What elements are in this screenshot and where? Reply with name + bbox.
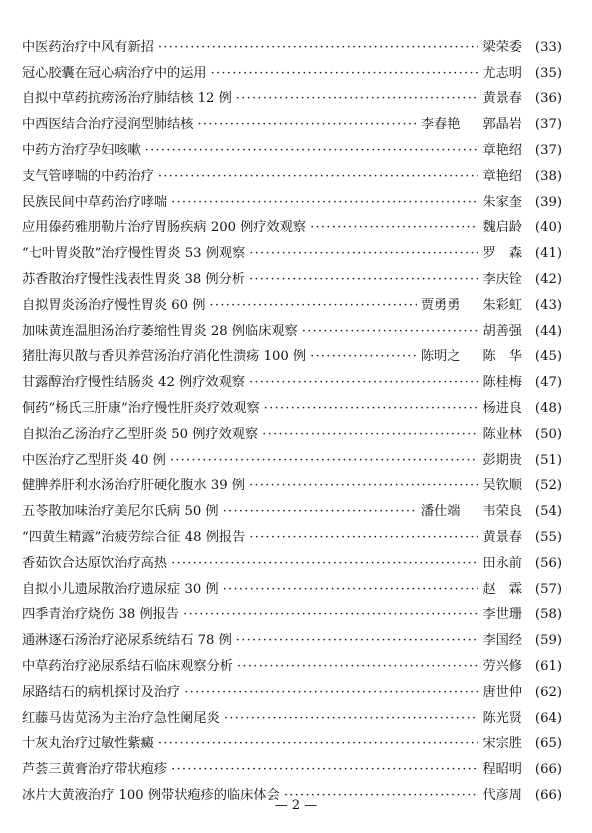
entry-title: 十灰丸治疗过敏性紫癜 <box>22 736 154 752</box>
dot-leader <box>262 427 478 443</box>
toc-entry <box>22 675 562 701</box>
entry-author: 罗 森 <box>482 246 522 262</box>
entry-title: 甘露醇治疗慢性结肠炎 42 例疗效观察 <box>22 375 245 391</box>
entry-author: 魏启龄 <box>482 220 522 236</box>
dot-leader <box>249 246 478 262</box>
entry-page: (40) <box>534 220 562 236</box>
entry-author: 章艳绍 <box>482 168 522 184</box>
entry-page: (65) <box>534 736 562 752</box>
entry-page: (48) <box>534 400 562 416</box>
entry-author: 朱彩虹 <box>482 297 522 313</box>
entry-coauthor: 贾勇勇 <box>420 297 461 313</box>
entry-author: 彭期贵 <box>482 452 522 468</box>
toc-entry <box>22 262 562 288</box>
dot-leader <box>171 556 478 572</box>
entry-page: (33) <box>534 39 562 55</box>
dot-leader <box>170 453 479 469</box>
entry-author: 陈 华 <box>482 349 522 365</box>
entry-title: 猪肚海贝散与香贝养营汤治疗消化性溃疡 100 例 <box>22 349 307 365</box>
entry-title: 支气管哮喘的中药治疗 <box>22 168 154 184</box>
toc-entry <box>22 417 562 443</box>
toc-entry <box>22 314 562 340</box>
toc-entry <box>22 469 562 495</box>
entry-page: (50) <box>534 426 562 442</box>
toc-entry <box>22 598 562 624</box>
entry-author: 代彦周 <box>482 787 522 803</box>
entry-page: (37) <box>534 142 562 158</box>
dot-leader <box>223 582 479 598</box>
entry-author: 胡善强 <box>482 323 522 339</box>
dot-leader <box>158 169 479 185</box>
toc-entry <box>22 288 562 314</box>
dot-leader <box>249 530 478 546</box>
dot-leader <box>209 298 416 314</box>
entry-page: (39) <box>534 194 562 210</box>
toc-entry <box>22 546 562 572</box>
entry-page: (41) <box>534 246 562 262</box>
entry-page: (47) <box>534 375 562 391</box>
entry-page: (54) <box>534 504 562 520</box>
toc-entry <box>22 623 562 649</box>
entry-author: 程昭明 <box>482 762 522 778</box>
entry-title: 自拟治乙汤治疗乙型肝炎 50 例疗效观察 <box>22 426 259 442</box>
dot-leader <box>302 324 479 340</box>
toc-entry <box>22 56 562 82</box>
entry-title: 芦荟三黄膏治疗带状疱疹 <box>22 762 168 778</box>
entry-author: 李国经 <box>482 633 522 649</box>
entry-author: 田永前 <box>482 555 522 571</box>
entry-title: 侗药“杨氏三肝康”治疗慢性肝炎疗效观察 <box>22 400 260 416</box>
dot-leader <box>171 762 478 778</box>
entry-author: 章艳绍 <box>482 142 522 158</box>
entry-author: 朱家奎 <box>482 194 522 210</box>
dot-leader <box>158 40 479 56</box>
dot-leader <box>171 195 478 211</box>
entry-author: 李世珊 <box>482 607 522 623</box>
dot-leader <box>158 736 479 752</box>
entry-page: (66) <box>534 762 562 778</box>
entry-author: 李庆铨 <box>482 271 522 287</box>
entry-title: 冰片大黄液治疗 100 例带状疱疹的临床体会 <box>22 787 280 803</box>
entry-title: “七叶胃炎散”治疗慢性胃炎 53 例观察 <box>22 246 246 262</box>
dot-leader <box>184 685 478 701</box>
toc-entry <box>22 236 562 262</box>
toc-entry <box>22 443 562 469</box>
toc-entry <box>22 520 562 546</box>
entry-title: 中医药治疗中风有新招 <box>22 39 154 55</box>
toc-entry <box>22 159 562 185</box>
dot-leader <box>236 633 479 649</box>
entry-coauthor: 潘仕端 <box>420 504 461 520</box>
toc-entry <box>22 82 562 108</box>
dot-leader <box>211 66 479 82</box>
toc-entry <box>22 340 562 366</box>
table-of-contents <box>22 30 562 804</box>
entry-title: 应用傣药雅朋勒片治疗胃肠疾病 200 例疗效观察 <box>22 220 307 236</box>
dot-leader <box>249 272 478 288</box>
entry-page: (66) <box>534 787 562 803</box>
entry-title: 尿路结石的病机探讨及治疗 <box>22 684 181 700</box>
entry-author: 陈光贤 <box>482 710 522 726</box>
dot-leader <box>224 711 479 727</box>
dot-leader <box>197 117 416 133</box>
entry-title: 自拟小儿遗尿散治疗遗尿症 30 例 <box>22 581 219 597</box>
toc-entry <box>22 649 562 675</box>
entry-title: 中西医结合治疗浸润型肺结核 <box>22 117 194 133</box>
entry-title: 苏香散治疗慢性浅表性胃炎 38 例分析 <box>22 271 245 287</box>
entry-author: 劳兴修 <box>482 658 522 674</box>
entry-author: 宋宗胜 <box>482 736 522 752</box>
entry-page: (58) <box>534 607 562 623</box>
dot-leader <box>310 220 478 236</box>
entry-author: 赵 霖 <box>482 581 522 597</box>
toc-entry <box>22 752 562 778</box>
toc-entry <box>22 211 562 237</box>
dot-leader <box>249 375 478 391</box>
toc-entry <box>22 30 562 56</box>
entry-page: (37) <box>534 117 562 133</box>
entry-page: (45) <box>534 349 562 365</box>
entry-title: 民族民间中草药治疗哮喘 <box>22 194 168 210</box>
entry-page: (43) <box>534 297 562 313</box>
entry-title: 五苓散加味治疗美尼尔氏病 50 例 <box>22 504 219 520</box>
toc-entry <box>22 107 562 133</box>
entry-page: (62) <box>534 684 562 700</box>
toc-entry <box>22 572 562 598</box>
entry-author: 陈桂梅 <box>482 375 522 391</box>
entry-page: (64) <box>534 710 562 726</box>
entry-title: 四季青治疗烧伤 38 例报告 <box>22 607 180 623</box>
entry-title: 中草药治疗泌尿系结石临床观察分析 <box>22 658 233 674</box>
entry-page: (55) <box>534 529 562 545</box>
dot-leader <box>264 401 479 417</box>
entry-page: (51) <box>534 452 562 468</box>
toc-entry <box>22 391 562 417</box>
entry-title: 红藤马齿苋汤为主治疗急性阑尾炎 <box>22 710 220 726</box>
entry-title: 加味黄连温胆汤治疗萎缩性胃炎 28 例临床观察 <box>22 323 298 339</box>
entry-page: (42) <box>534 271 562 287</box>
entry-page: (52) <box>534 478 562 494</box>
entry-title: 冠心胶囊在冠心病治疗中的运用 <box>22 65 207 81</box>
toc-entry <box>22 701 562 727</box>
entry-page: (35) <box>534 65 562 81</box>
entry-author: 吴钦顺 <box>482 478 522 494</box>
entry-title: “四黄生精露”治疲劳综合征 48 例报告 <box>22 529 246 545</box>
entry-title: 中药方治疗孕妇咳嗽 <box>22 142 141 158</box>
entry-title: 健脾养肝利水汤治疗肝硬化腹水 39 例 <box>22 478 245 494</box>
entry-author: 杨进良 <box>482 400 522 416</box>
entry-title: 自拟中草药抗痨汤治疗肺结核 12 例 <box>22 91 232 107</box>
dot-leader <box>249 478 478 494</box>
dot-leader <box>237 659 478 675</box>
dot-leader <box>145 143 479 159</box>
dot-leader <box>236 91 479 107</box>
entry-author: 陈业林 <box>482 426 522 442</box>
entry-page: (38) <box>534 168 562 184</box>
entry-title: 香茹饮合达原饮治疗高热 <box>22 555 168 571</box>
entry-page: (44) <box>534 323 562 339</box>
entry-page: (57) <box>534 581 562 597</box>
entry-title: 中医治疗乙型肝炎 40 例 <box>22 452 166 468</box>
entry-author: 郭晶岩 <box>482 117 522 133</box>
toc-entry <box>22 365 562 391</box>
entry-page: (56) <box>534 555 562 571</box>
toc-entry <box>22 185 562 211</box>
entry-coauthor: 陈明之 <box>420 349 461 365</box>
entry-page: (36) <box>534 91 562 107</box>
dot-leader <box>310 349 417 365</box>
entry-coauthor: 李春艳 <box>420 117 461 133</box>
dot-leader <box>183 607 478 623</box>
entry-title: 通淋逐石汤治疗泌尿系统结石 78 例 <box>22 633 232 649</box>
entry-page: (59) <box>534 633 562 649</box>
toc-entry <box>22 727 562 753</box>
entry-author: 黄景春 <box>482 91 522 107</box>
entry-page: (61) <box>534 658 562 674</box>
dot-leader <box>223 504 417 520</box>
page-number: — 2 — <box>274 798 318 813</box>
entry-author: 韦荣良 <box>482 504 522 520</box>
entry-author: 唐世仲 <box>482 684 522 700</box>
entry-author: 黄景春 <box>482 529 522 545</box>
entry-author: 尤志明 <box>482 65 522 81</box>
toc-entry <box>22 494 562 520</box>
toc-entry <box>22 133 562 159</box>
entry-title: 自拟胃炎汤治疗慢性胃炎 60 例 <box>22 297 206 313</box>
entry-author: 梁荣委 <box>482 39 522 55</box>
